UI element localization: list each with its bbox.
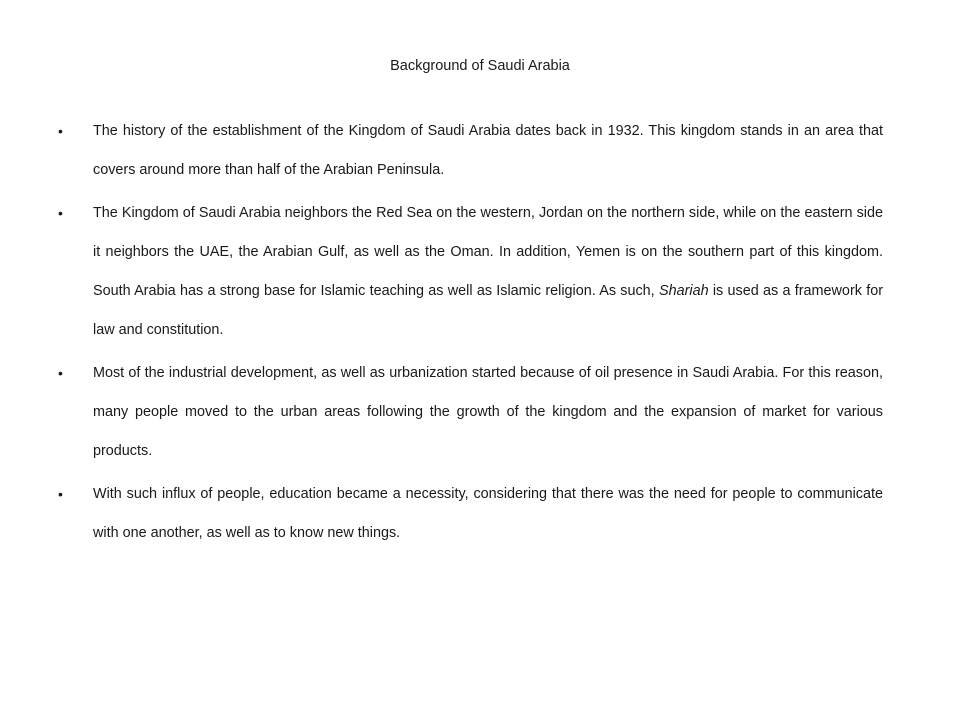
bullet-item xyxy=(0,475,960,553)
bullet-tail: is used as a framework for law and constitution. xyxy=(93,283,883,338)
bullet-item xyxy=(0,354,960,471)
bullet-text xyxy=(93,354,883,471)
slide-title: Background of Saudi Arabia xyxy=(390,58,570,74)
bullet-dot-icon: • xyxy=(58,123,63,139)
bullet-body: Most of the industrial development, as well as urbanization started because of oil presence in Saudi Arabia. For this reason, many people moved to the urban areas following the growth of the kingdom and the expansion of market for various products. xyxy=(93,365,883,459)
bullet-body: With such influx of people, education became a necessity, considering that there was the need for people to communicate with one another, as well as to know new things. xyxy=(93,486,883,541)
bullet-text xyxy=(93,475,883,553)
bullet-dot-icon: • xyxy=(58,486,63,502)
bullet-emphasis: Shariah xyxy=(658,283,709,299)
bullet-body: The history of the establishment of the Kingdom of Saudi Arabia dates back in 1932. This kingdom stands in an area that covers around more than half of the Arabian Peninsula. xyxy=(93,123,883,178)
bullet-item xyxy=(0,112,960,190)
bullet-list xyxy=(0,112,960,557)
bullet-dot-icon: • xyxy=(58,205,63,221)
bullet-text xyxy=(93,194,883,350)
bullet-body: The Kingdom of Saudi Arabia neighbors the Red Sea on the western, Jordan on the northern side, while on the eastern side it neighbors the UAE, the Arabian Gulf, as well as the Oman. In addition, Yemen is on the southern part of this kingdom. South Arabia has a strong base for Islamic teaching as well as Islamic religion. As such, xyxy=(93,205,883,299)
bullet-item xyxy=(0,194,960,350)
bullet-dot-icon: • xyxy=(58,365,63,381)
bullet-text xyxy=(93,112,883,190)
